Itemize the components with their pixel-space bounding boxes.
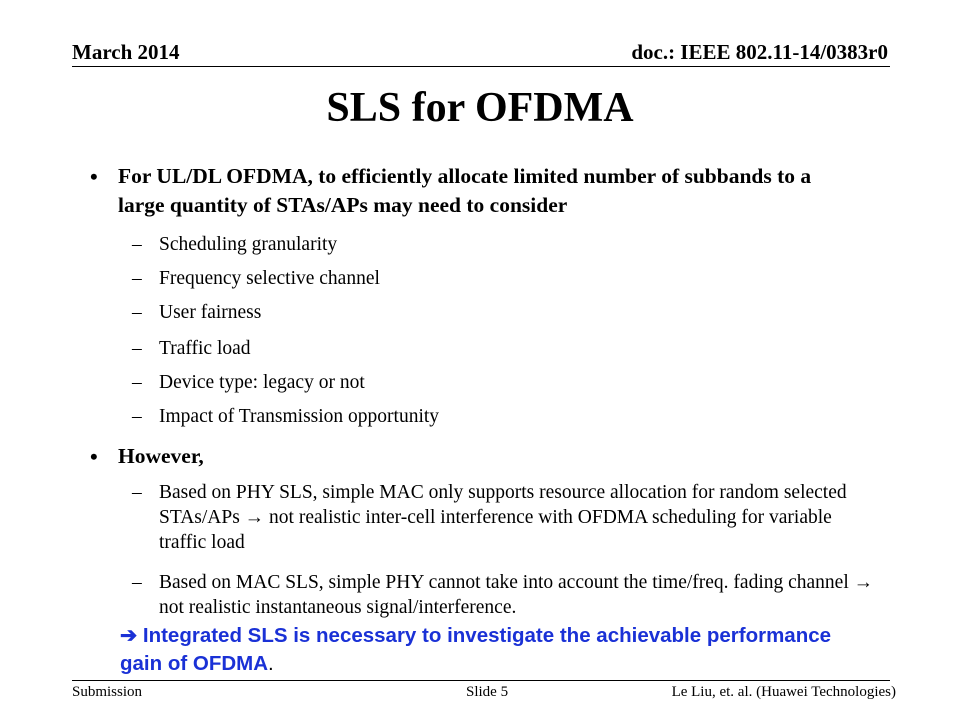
sub-item (132, 570, 877, 620)
sub-item-text: User fairness (159, 302, 262, 323)
dash-marker: – (132, 338, 142, 359)
sub-item (132, 266, 852, 291)
dash-marker: – (132, 482, 142, 503)
sub-item-text: Traffic load (159, 338, 251, 359)
dash-marker: – (132, 372, 142, 393)
header-rule (72, 66, 890, 67)
bullet-marker: • (90, 444, 98, 469)
footer-submission: Submission (72, 684, 143, 700)
sub-item-text: Based on MAC SLS, simple PHY cannot take into account the time/freq. fading channel → not realistic instantaneous signal/interference. (159, 572, 874, 618)
slide-title: SLS for OFDMA (326, 85, 634, 131)
conclusion-text (120, 622, 840, 678)
bullet-marker: • (90, 164, 98, 189)
conclusion-main: ➔ Integrated SLS is necessary to investigate the achievable performance gain of OFDMA (120, 624, 832, 675)
sub-item-text: Scheduling granularity (159, 234, 338, 255)
sub-item (132, 336, 852, 361)
sub-item-text: Impact of Transmission opportunity (159, 406, 440, 427)
footer-slide-number: Slide 5 (466, 684, 509, 700)
sub-item (132, 300, 852, 325)
dash-marker: – (132, 268, 142, 289)
footer-authors: Le Liu, et. al. (Huawei Technologies) (671, 684, 896, 700)
sub-item-text: Frequency selective channel (159, 268, 380, 289)
dash-marker: – (132, 406, 142, 427)
bullet-text: However, (118, 444, 204, 468)
sub-item (132, 232, 852, 257)
bullet-text: For UL/DL OFDMA, to efficiently allocate limited number of subbands to a large quantity of STAs/APs may need to consider (118, 164, 812, 217)
header-doc-id: doc.: IEEE 802.11-14/0383r0 (631, 40, 888, 64)
sub-item (132, 370, 852, 395)
footer-rule (72, 680, 890, 681)
dash-marker: – (132, 302, 142, 323)
sub-item (132, 480, 867, 555)
header-date: March 2014 (72, 40, 180, 64)
sub-item (132, 404, 852, 429)
conclusion-period: . (268, 652, 274, 675)
dash-marker: – (132, 572, 142, 593)
dash-marker: – (132, 234, 142, 255)
sub-item-text: Based on PHY SLS, simple MAC only supports resource allocation for random selected STAs/APs → not realistic inter-cell interference with OFDMA scheduling for variable traffic load (159, 482, 847, 553)
sub-item-text: Device type: legacy or not (159, 372, 365, 393)
